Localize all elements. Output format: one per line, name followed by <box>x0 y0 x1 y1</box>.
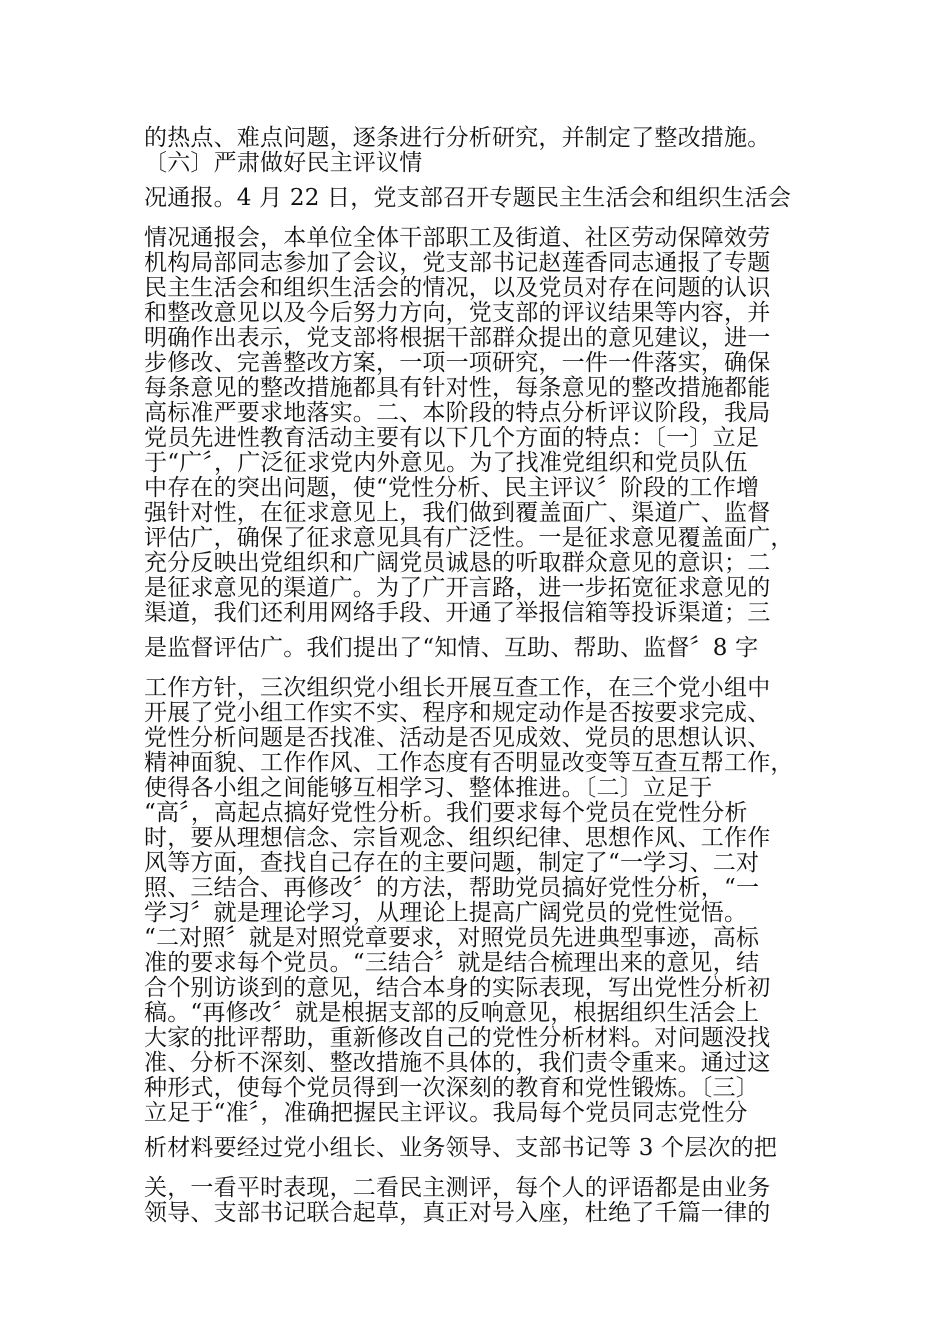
text-line: 析材料要经过党小组长、业务领导、支部书记等 3 个层次的把 <box>144 1135 778 1161</box>
text-line: 和整改意见以及今后努力方向，党支部的评议结果等内容，并 <box>144 300 771 326</box>
text-line: “高〞，高起点搞好党性分析。我们要求每个党员在党性分析 <box>144 800 748 826</box>
text-line: 的热点、难点问题，逐条进行分析研究，并制定了整改措施。 <box>144 125 771 151</box>
text-line: 情况通报会，本单位全体干部职工及街道、社区劳动保障效劳 <box>144 225 771 251</box>
text-line: 明确作出表示，党支部将根据干部群众提出的意见建议，进一 <box>144 325 771 351</box>
text-line: 〔六〕严肃做好民主评议情 <box>144 150 423 176</box>
text-line: 大家的批评帮助，重新修改自己的党性分析材料。对问题没找 <box>144 1025 771 1051</box>
text-line: 况通报。4 月 22 日，党支部召开专题民主生活会和组织生活会 <box>144 185 792 211</box>
text-line: 照、三结合、再修改〞的方法，帮助党员搞好党性分析，“一 <box>144 875 760 901</box>
text-line: 是监督评估广。我们提出了“知情、互助、帮助、监督〞8 字 <box>144 635 759 661</box>
text-line: 领导、支部书记联合起草，真正对号入座，杜绝了千篇一律的 <box>144 1200 771 1226</box>
text-line: 强针对性，在征求意见上，我们做到覆盖面广、渠道广、监督 <box>144 500 771 526</box>
text-line: 开展了党小组工作实不实、程序和规定动作是否按要求完成、 <box>144 700 771 726</box>
text-line: 党员先进性教育活动主要有以下几个方面的特点：〔一〕立足 <box>144 425 759 451</box>
text-line: 准、分析不深刻、整改措施不具体的，我们责令重来。通过这 <box>144 1050 771 1076</box>
text-line: 关，一看平时表现，二看民主测评，每个人的评语都是由业务 <box>144 1175 771 1201</box>
text-line: 学习〞就是理论学习，从理论上提高广阔党员的党性觉悟。 <box>144 900 748 926</box>
text-line: 评估广，确保了征求意见具有广泛性。一是征求意见覆盖面广， <box>144 525 794 551</box>
text-line: 民主生活会和组织生活会的情况，以及党员对存在问题的认识 <box>144 275 771 301</box>
text-line: 准的要求每个党员。“三结合〞就是结合梳理出来的意见，结 <box>144 950 760 976</box>
text-line: “二对照〞就是对照党章要求，对照党员先进典型事迹，高标 <box>144 925 760 951</box>
text-line: 中存在的突出问题，使“党性分析、民主评议〞阶段的工作增 <box>144 475 760 501</box>
text-line: 高标准严要求地落实。二、本阶段的特点分析评议阶段，我局 <box>144 400 771 426</box>
text-line: 精神面貌、工作作风、工作态度有否明显改变等互查互帮工作， <box>144 750 794 776</box>
text-line: 机构局部同志参加了会议，党支部书记赵莲香同志通报了专题 <box>144 250 771 276</box>
text-line: 合个别访谈到的意见，结合本身的实际表现，写出党性分析初 <box>144 975 771 1001</box>
text-line: 种形式，使每个党员得到一次深刻的教育和党性锻炼。〔三〕 <box>144 1075 759 1101</box>
text-line: 立足于“准〞，准确把握民主评议。我局每个党员同志党性分 <box>144 1100 748 1126</box>
text-line: 稿。“再修改〞就是根据支部的反响意见，根据组织生活会上 <box>144 1000 760 1026</box>
text-line: 于“广〞，广泛征求党内外意见。为了找准党组织和党员队伍 <box>144 450 748 476</box>
text-line: 是征求意见的渠道广。为了广开言路，进一步拓宽征求意见的 <box>144 575 771 601</box>
text-line: 时，要从理想信念、宗旨观念、组织纪律、思想作风、工作作 <box>144 825 771 851</box>
text-line: 工作方针，三次组织党小组长开展互查工作，在三个党小组中 <box>144 675 771 701</box>
text-line: 步修改、完善整改方案，一项一项研究，一件一件落实，确保 <box>144 350 771 376</box>
text-line: 党性分析问题是否找准、活动是否见成效、党员的思想认识、 <box>144 725 771 751</box>
text-line: 渠道，我们还利用网络手段、开通了举报信箱等投诉渠道；三 <box>144 600 771 626</box>
text-line: 每条意见的整改措施都具有针对性，每条意见的整改措施都能 <box>144 375 771 401</box>
text-line: 使得各小组之间能够互相学习、整体推进。〔二〕立足于 <box>144 775 713 801</box>
text-line: 风等方面，查找自己存在的主要问题，制定了“一学习、二对 <box>144 850 760 876</box>
text-line: 充分反映出党组织和广阔党员诚恳的听取群众意见的意识；二 <box>144 550 771 576</box>
